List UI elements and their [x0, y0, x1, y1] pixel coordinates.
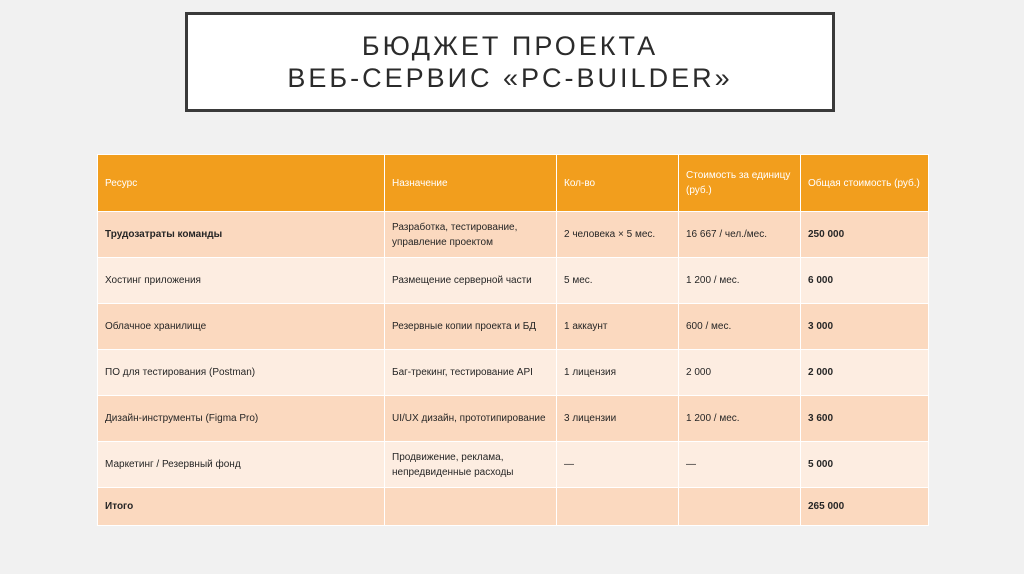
- cell-purpose: Разработка, тестирование, управление проектом: [385, 212, 557, 258]
- header-quantity: Кол-во: [557, 155, 679, 212]
- header-resource: Ресурс: [98, 155, 385, 212]
- table-row: [98, 258, 929, 304]
- table-row: [98, 350, 929, 396]
- table-row: [98, 212, 929, 258]
- cell-grand-total: 265 000: [801, 488, 929, 526]
- budget-table: [97, 154, 929, 526]
- slide-title-line-2: ВЕБ-СЕРВИС «PC-BUILDER»: [287, 63, 733, 93]
- cell-resource: Дизайн-инструменты (Figma Pro): [98, 396, 385, 442]
- cell-quantity: 2 человека × 5 мес.: [557, 212, 679, 258]
- table-total-row: [98, 488, 929, 526]
- cell-quantity: 3 лицензии: [557, 396, 679, 442]
- header-unit-cost: Стоимость за единицу (руб.): [679, 155, 801, 212]
- cell-total-cost: 6 000: [801, 258, 929, 304]
- cell-purpose: Размещение серверной части: [385, 258, 557, 304]
- cell-resource: ПО для тестирования (Postman): [98, 350, 385, 396]
- cell-unit-cost: 1 200 / мес.: [679, 396, 801, 442]
- cell-purpose: Продвижение, реклама, непредвиденные расходы: [385, 442, 557, 488]
- cell-quantity: 1 лицензия: [557, 350, 679, 396]
- table-row: [98, 396, 929, 442]
- cell-quantity: 5 мес.: [557, 258, 679, 304]
- cell-quantity: —: [557, 442, 679, 488]
- cell-unit-cost: 16 667 / чел./мес.: [679, 212, 801, 258]
- cell-purpose: UI/UX дизайн, прототипирование: [385, 396, 557, 442]
- header-total-cost: Общая стоимость (руб.): [801, 155, 929, 212]
- cell-total-cost: 2 000: [801, 350, 929, 396]
- table-row: [98, 442, 929, 488]
- cell-purpose: [385, 488, 557, 526]
- cell-purpose: Баг-трекинг, тестирование API: [385, 350, 557, 396]
- cell-resource: Трудозатраты команды: [98, 212, 385, 258]
- cell-total-cost: 5 000: [801, 442, 929, 488]
- cell-unit-cost: 1 200 / мес.: [679, 258, 801, 304]
- cell-unit-cost: —: [679, 442, 801, 488]
- cell-purpose: Резервные копии проекта и БД: [385, 304, 557, 350]
- cell-resource: Облачное хранилище: [98, 304, 385, 350]
- cell-unit-cost: [679, 488, 801, 526]
- header-purpose: Назначение: [385, 155, 557, 212]
- cell-total-cost: 3 000: [801, 304, 929, 350]
- cell-resource: Хостинг приложения: [98, 258, 385, 304]
- cell-unit-cost: 2 000: [679, 350, 801, 396]
- cell-total-label: Итого: [98, 488, 385, 526]
- cell-quantity: 1 аккаунт: [557, 304, 679, 350]
- cell-total-cost: 3 600: [801, 396, 929, 442]
- title-box: [185, 12, 835, 112]
- slide-title-line-1: БЮДЖЕТ ПРОЕКТА: [361, 31, 659, 61]
- table-header-row: [98, 155, 929, 212]
- cell-quantity: [557, 488, 679, 526]
- cell-unit-cost: 600 / мес.: [679, 304, 801, 350]
- cell-total-cost: 250 000: [801, 212, 929, 258]
- table-row: [98, 304, 929, 350]
- cell-resource: Маркетинг / Резервный фонд: [98, 442, 385, 488]
